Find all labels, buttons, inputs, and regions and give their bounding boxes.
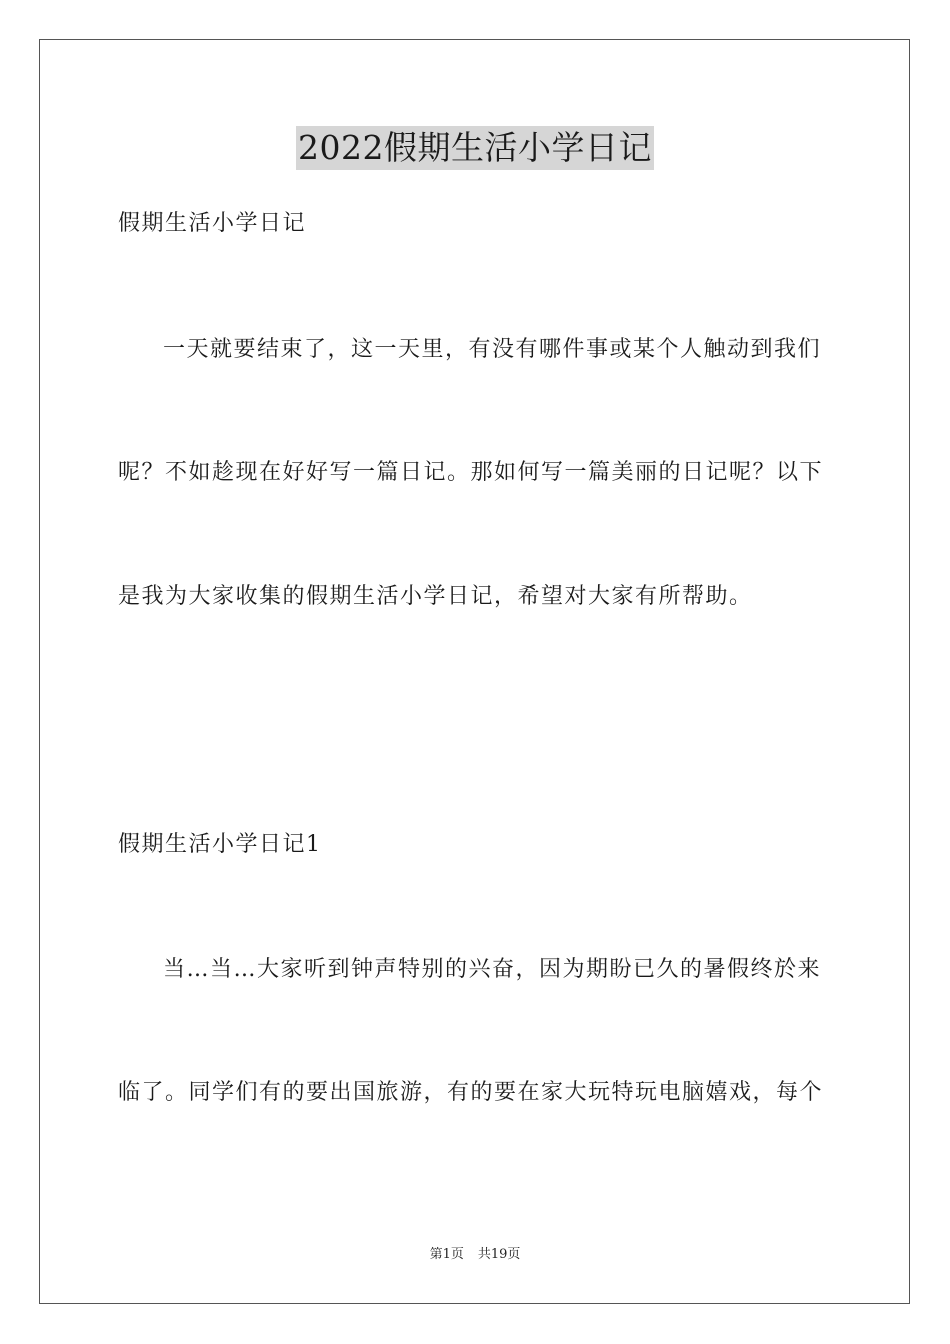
page-number: 第1页	[429, 1247, 464, 1262]
section-line-1: 当…当…大家听到钟声特别的兴奋，因为期盼已久的暑假终於来	[163, 957, 822, 982]
intro-line-3: 是我为大家收集的假期生活小学日记，希望对大家有所帮助。	[118, 584, 753, 609]
title-container	[0, 126, 950, 170]
intro-line-1: 一天就要结束了，这一天里，有没有哪件事或某个人触动到我们	[163, 337, 822, 362]
document-title: 2022假期生活小学日记	[296, 126, 654, 170]
section-heading: 假期生活小学日记1	[118, 832, 322, 857]
section-line-2: 临了。同学们有的要出国旅游，有的要在家大玩特玩电脑嬉戏，每个	[118, 1080, 824, 1105]
intro-line-2: 呢？不如趁现在好好写一篇日记。那如何写一篇美丽的日记呢？以下	[118, 460, 824, 485]
document-heading: 假期生活小学日记	[118, 211, 307, 236]
page-total: 共19页	[477, 1247, 521, 1262]
page-footer	[0, 1246, 950, 1264]
